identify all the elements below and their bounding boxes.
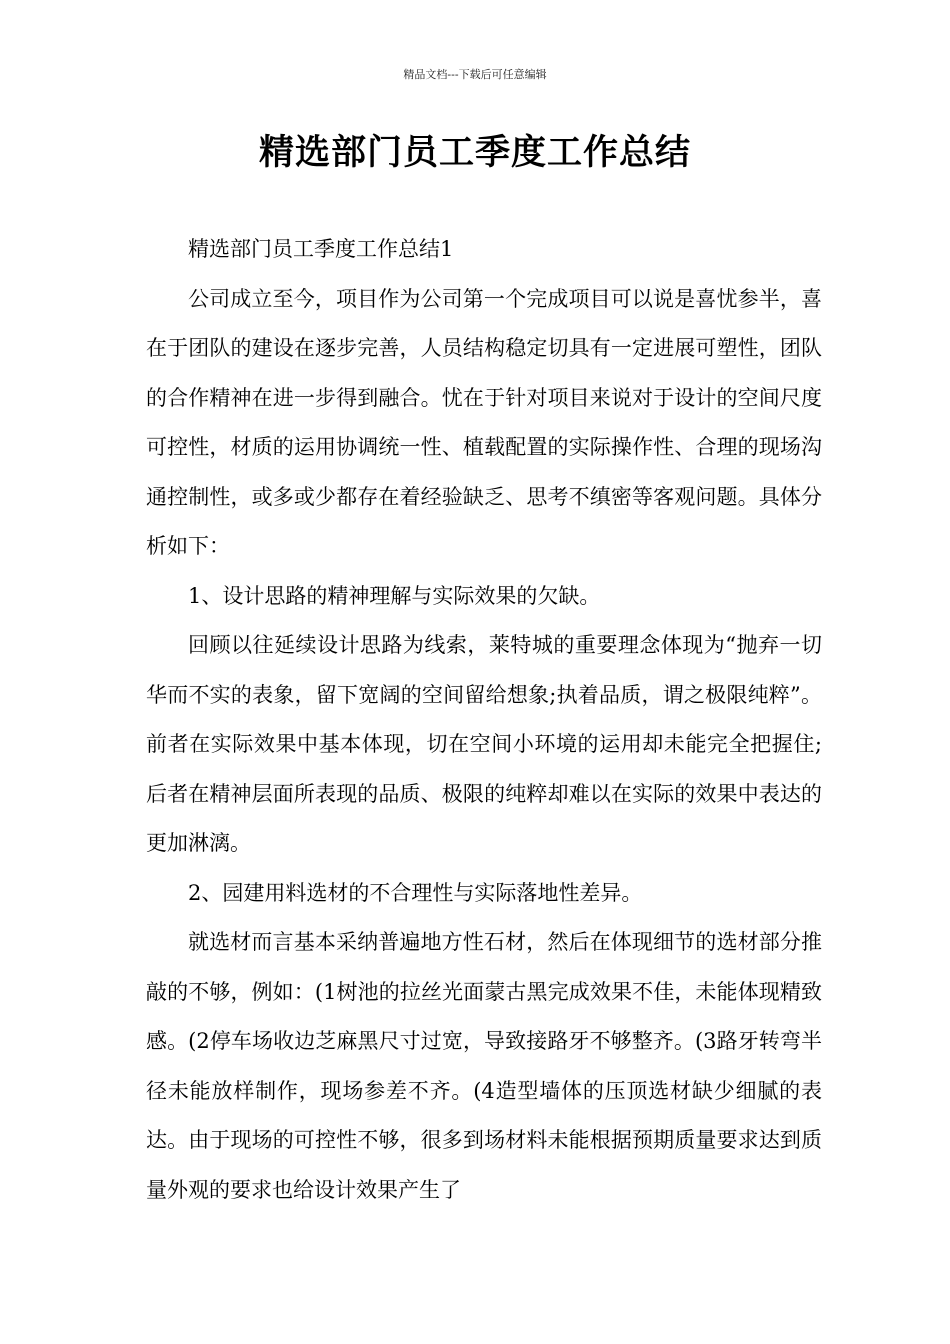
numbered-point: 1、设计思路的精神理解与实际效果的欠缺。 (188, 583, 601, 608)
document-header-note: 精品文档---下载后可任意编辑 (403, 68, 547, 81)
body-paragraph: 就选材而言基本采纳普遍地方性石材，然后在体现细节的选材部分推敲的不够，例如：(1树池的拉丝光面蒙古黑完成效果不佳，未能体现精致感。(2停车场收边芝麻黑尺寸过宽，导致接路牙不够整齐。(3路牙转弯半径未能放样制作，现场参差不齐。(4造型墙体的压顶选材缺少细腻的表达。由于现场的可控性不够，很多到场材料未能根据预期质量要求达到质量外观的要求也给设计效果产生了 (146, 930, 822, 1202)
numbered-point: 2、园建用料选材的不合理性与实际落地性差异。 (188, 880, 643, 905)
document-body (146, 225, 822, 1215)
section-heading: 精选部门员工季度工作总结1 (188, 237, 454, 261)
body-paragraph: 公司成立至今，项目作为公司第一个完成项目可以说是喜忧参半，喜在于团队的建设在逐步完善，人员结构稳定切具有一定进展可塑性，团队的合作精神在进一步得到融合。忧在于针对项目来说对于设计的空间尺度可控性，材质的运用协调统一性、植载配置的实际操作性、合理的现场沟通控制性，或多或少都存在着经验缺乏、思考不缜密等客观问题。具体分析如下： (146, 286, 822, 558)
body-paragraph: 回顾以往延续设计思路为线索，莱特城的重要理念体现为“抛弃一切华而不实的表象，留下宽阔的空间留给想象;执着品质，谓之极限纯粹”。前者在实际效果中基本体现，切在空间小环境的运用却未能完全把握住;后者在精神层面所表现的品质、极限的纯粹却难以在实际的效果中表达的更加淋漓。 (146, 633, 822, 855)
document-title: 精选部门员工季度工作总结 (258, 132, 691, 173)
